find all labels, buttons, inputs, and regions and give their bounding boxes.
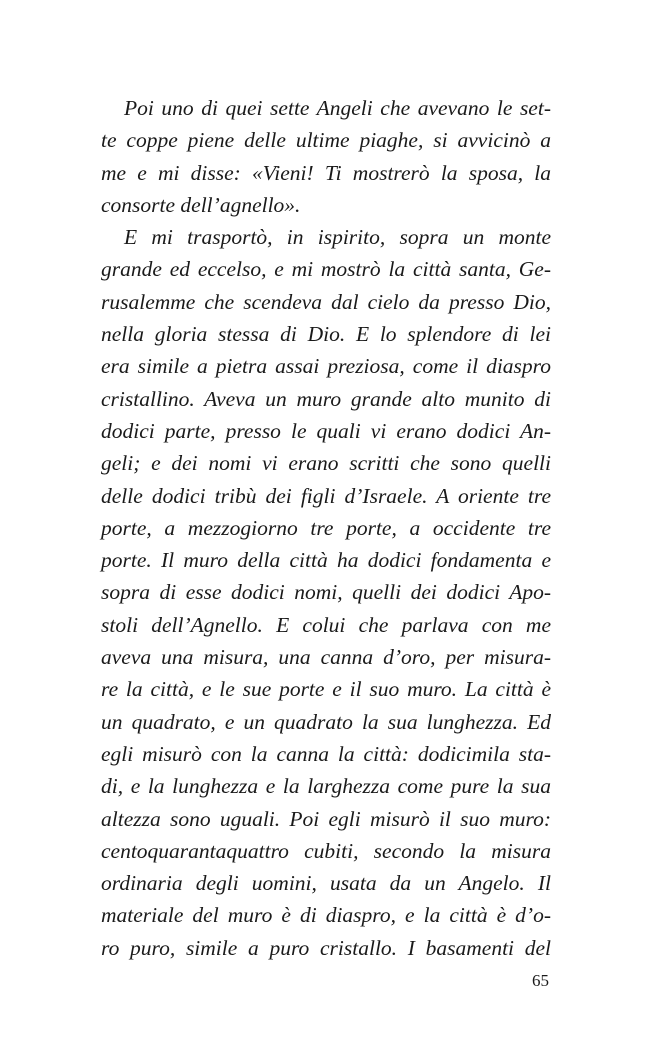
text-line: sopra di esse dodici nomi, quelli dei dodici Apo- bbox=[101, 580, 551, 605]
text-line: porte. Il muro della città ha dodici fondamenta e bbox=[101, 548, 551, 573]
text-line: me e mi disse: «Vieni! Ti mostrerò la sposa, la bbox=[101, 160, 551, 185]
text-line: grande ed eccelso, e mi mostrò la città santa, Ge- bbox=[101, 257, 551, 282]
text-line: cristallino. Aveva un muro grande alto munito di bbox=[101, 386, 551, 411]
text-line: geli; e dei nomi vi erano scritti che sono quelli bbox=[101, 451, 551, 476]
text-line: delle dodici tribù dei figli d’Israele. A oriente tre bbox=[101, 483, 551, 508]
text-line: dodici parte, presso le quali vi erano dodici An- bbox=[101, 418, 551, 443]
text-line: rusalemme che scendeva dal cielo da presso Dio, bbox=[101, 289, 551, 314]
text-line: consorte dell’agnello». bbox=[101, 192, 301, 217]
text-line: aveva una misura, una canna d’oro, per misura- bbox=[101, 645, 551, 670]
text-line: materiale del muro è di diaspro, e la città è d’o- bbox=[101, 903, 551, 928]
text-line: di, e la lunghezza e la larghezza come pure la sua bbox=[101, 774, 551, 799]
paragraph bbox=[101, 92, 551, 221]
text-line: re la città, e le sue porte e il suo muro. La città è bbox=[101, 677, 551, 702]
paragraph bbox=[101, 221, 551, 964]
text-line: era simile a pietra assai preziosa, come il diaspro bbox=[101, 354, 551, 379]
text-line: E mi trasportò, in ispirito, sopra un monte bbox=[124, 225, 551, 250]
text-line: porte, a mezzogiorno tre porte, a occidente tre bbox=[101, 515, 551, 540]
page-number: 65 bbox=[532, 971, 549, 990]
text-line: stoli dell’Agnello. E colui che parlava con me bbox=[101, 612, 551, 637]
text-line: ro puro, simile a puro cristallo. I basamenti del bbox=[101, 935, 551, 960]
text-line: nella gloria stessa di Dio. E lo splendore di lei bbox=[101, 322, 551, 347]
text-line: ordinaria degli uomini, usata da un Angelo. Il bbox=[101, 871, 551, 896]
text-line: altezza sono uguali. Poi egli misurò il suo muro: bbox=[101, 806, 551, 831]
text-line: centoquarantaquattro cubiti, secondo la misura bbox=[101, 838, 551, 863]
text-line: un quadrato, e un quadrato la sua lunghezza. Ed bbox=[101, 709, 551, 734]
text-line: egli misurò con la canna la città: dodicimila sta- bbox=[101, 741, 551, 766]
text-line: te coppe piene delle ultime piaghe, si avvicinò a bbox=[101, 128, 551, 153]
body-text bbox=[101, 92, 551, 964]
text-line: Poi uno di quei sette Angeli che avevano le set- bbox=[124, 96, 551, 120]
